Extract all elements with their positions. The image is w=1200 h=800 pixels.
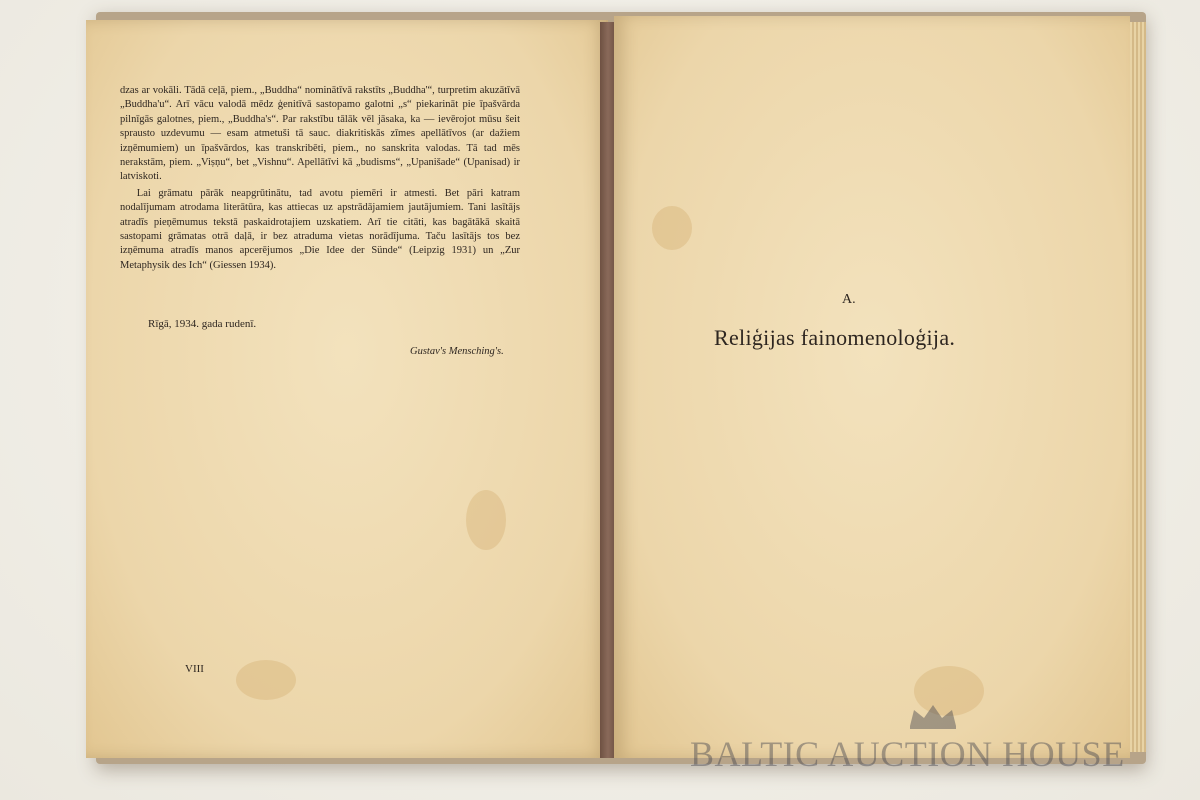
section-letter: A. — [842, 292, 856, 307]
right-page — [614, 16, 1130, 758]
place-date: Rīgā, 1934. gada rudenī. — [148, 318, 257, 330]
watermark-text: BALTIC AUCTION HOUSE — [690, 734, 1125, 774]
preface-text — [120, 84, 520, 273]
preface-paragraph-1: dzas ar vokāli. Tādā ceļā, piem., „Buddha“ nominātīvā rakstīts „Buddha'“, turpretim akuzātīvā „Buddha'u“. Arī vācu valodā mēdz ģenitīvā sastopamo galotni „s“ piekarināt pie īpašvārda pilnīgās galotnes, piem., „Buddha's“. Par rakstību tālāk vēl jāsaka, ka — ievērojot mūsu šeit sprausto uzdevumu — esam atmetuši tā sauc. diakritiskās zīmes apellātīvos (ar dažiem izņēmumiem) un īpašvārdos, kas transkribēti, piem., no sanskrita valodas. Tā tad mēs nerakstām, piem. „Viṣṇu“, bet „Vishnu“. Apellātīvi kā „budisms“, „Upanišade“ (Upanisad) ir latviskoti. — [120, 85, 520, 183]
author-signature: Gustav's Mensching's. — [410, 346, 504, 357]
preface-paragraph-2: Lai grāmatu pārāk neapgrūtinātu, tad avotu piemēri ir atmesti. Bet pāri katram nodalījumam atrodama literātūra, kas attiecas uz apstrādājamiem jautājumiem. Tani lasītājs atradīs pieņēmumus tekstā paskaidrotajiem uzskatiem. Arī tie citāti, kas bagātākā skaitā sastopami grāmatas otrā daļā, ir bez atraduma vietas norādījuma. Taču lasītājs tos bez izņēmuma atradīs manos apcerējumos „Die Idee der Sünde“ (Leipzig 1931) un „Zur Metaphysik des Ich“ (Giessen 1934). — [120, 187, 520, 271]
paper-stain — [652, 206, 692, 250]
page-edges — [1130, 22, 1146, 752]
crown-icon — [906, 702, 960, 730]
paper-stain — [466, 490, 506, 550]
section-title: Reliģijas fainomenoloģija. — [714, 325, 956, 350]
paper-stain — [236, 660, 296, 700]
page-number: VIII — [185, 663, 204, 675]
